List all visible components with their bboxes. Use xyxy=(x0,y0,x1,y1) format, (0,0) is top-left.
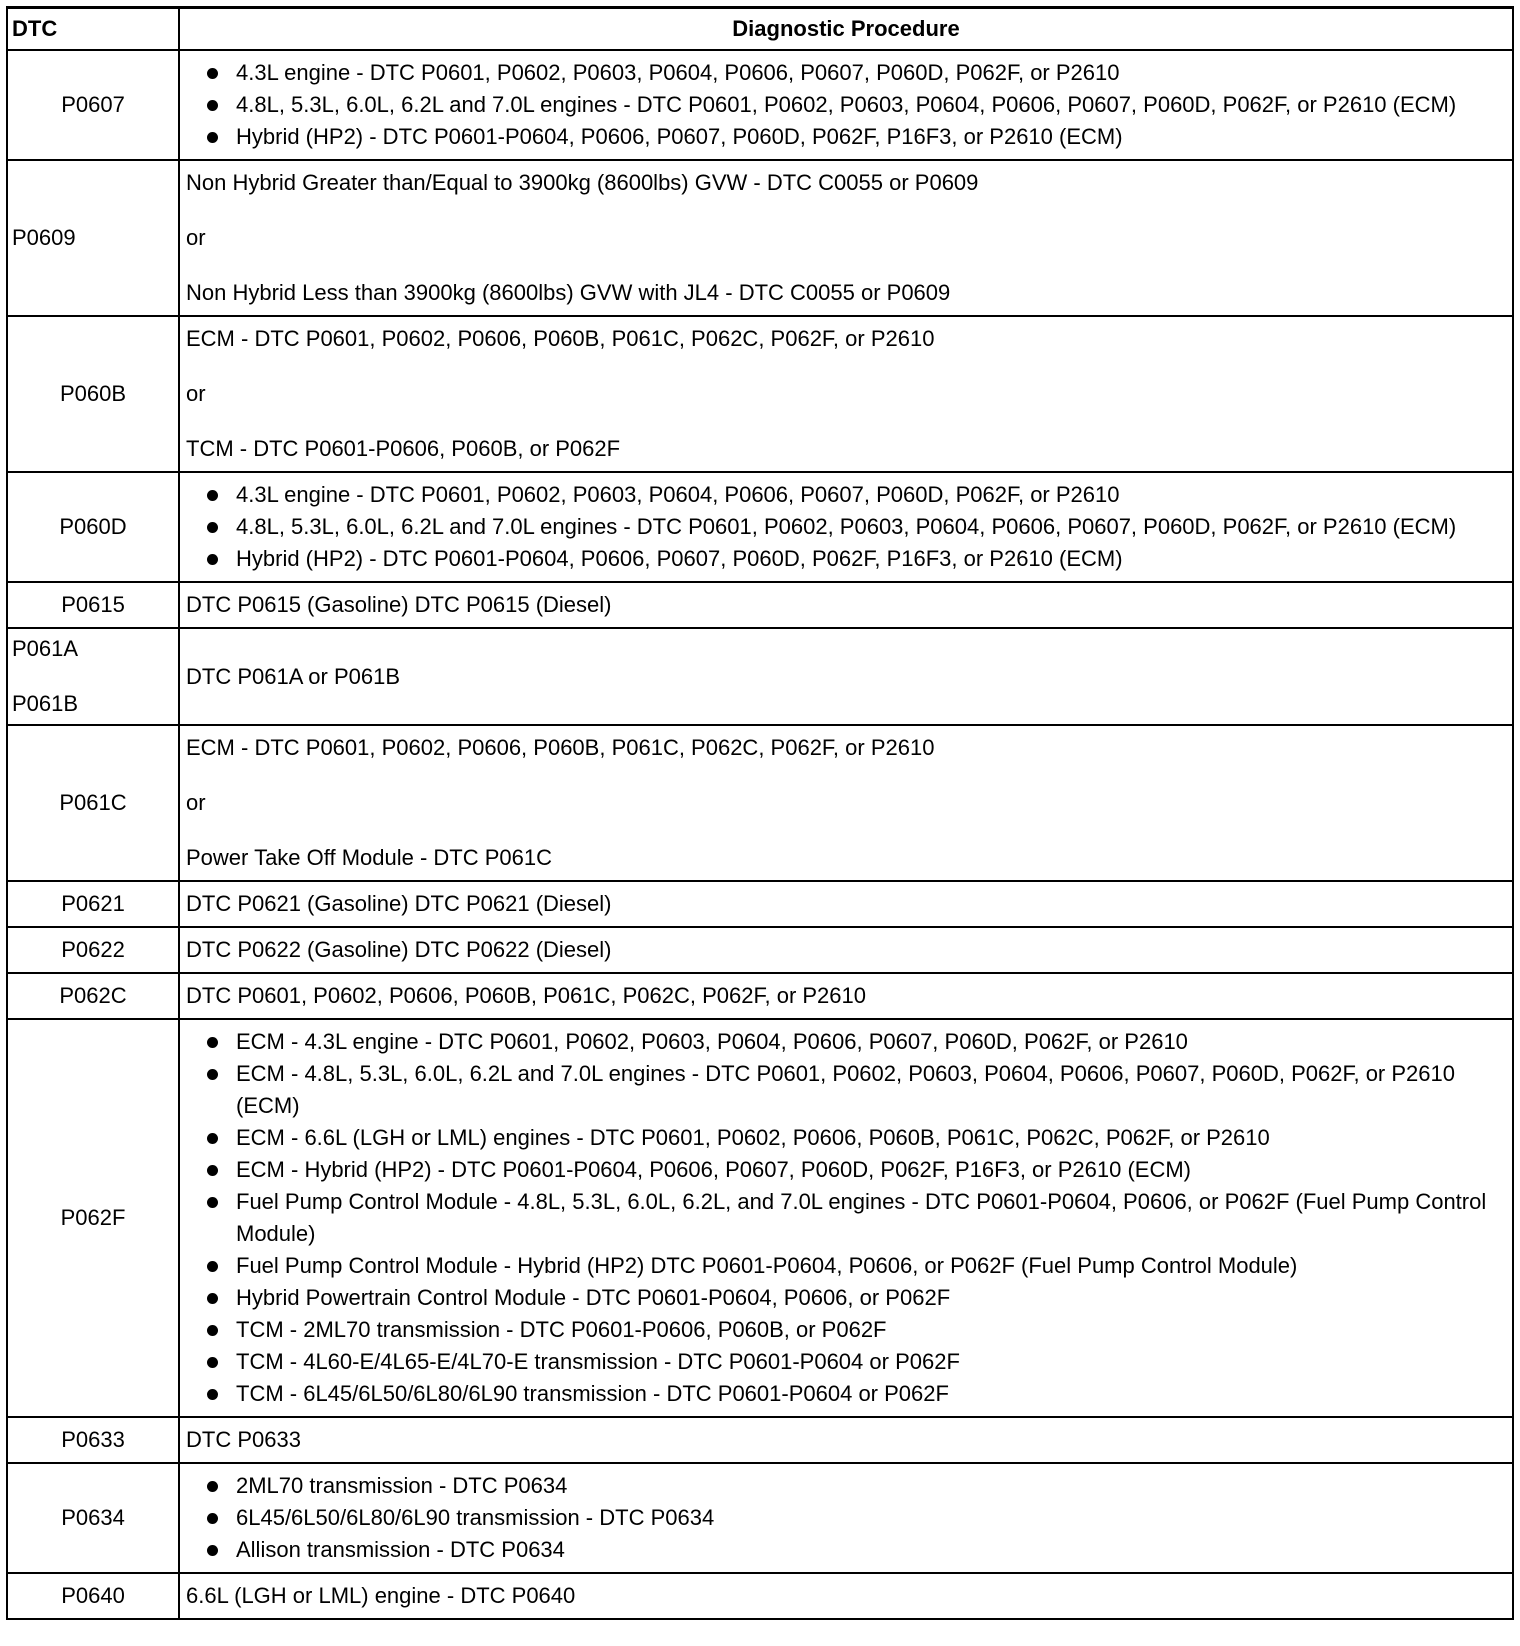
diagnostic-procedure-cell: DTC P0615 (Gasoline) DTC P0615 (Diesel) xyxy=(179,582,1513,628)
procedure-list-item: 6L45/6L50/6L80/6L90 transmission - DTC P0634 xyxy=(204,1502,1506,1534)
dtc-table xyxy=(6,6,1514,1620)
procedure-line: or xyxy=(186,381,206,406)
procedure-list-item: Allison transmission - DTC P0634 xyxy=(204,1534,1506,1566)
diagnostic-procedure-cell xyxy=(179,472,1513,582)
procedure-bullet-list xyxy=(204,57,1506,153)
procedure-list-item: ECM - 4.3L engine - DTC P0601, P0602, P0603, P0604, P0606, P0607, P060D, P062F, or P2610 xyxy=(204,1026,1506,1058)
table-row xyxy=(7,973,1513,1019)
procedure-line: TCM - DTC P0601-P0606, P060B, or P062F xyxy=(186,436,621,461)
table-row xyxy=(7,725,1513,881)
dtc-table-body xyxy=(7,50,1513,1619)
diagnostic-procedure-cell: DTC P0633 xyxy=(179,1417,1513,1463)
table-row xyxy=(7,927,1513,973)
table-row xyxy=(7,1417,1513,1463)
table-row xyxy=(7,628,1513,725)
table-row xyxy=(7,472,1513,582)
diagnostic-procedure-cell xyxy=(179,725,1513,881)
procedure-line: Non Hybrid Greater than/Equal to 3900kg (8600lbs) GVW - DTC C0055 or P0609 xyxy=(186,170,979,195)
dtc-code-cell: P061C xyxy=(7,725,179,881)
diagnostic-procedure-cell xyxy=(179,1463,1513,1573)
dtc-code-cell: P0634 xyxy=(7,1463,179,1573)
diagnostic-procedure-cell xyxy=(179,1019,1513,1417)
dtc-code-cell: P060D xyxy=(7,472,179,582)
diagnostic-procedure-cell xyxy=(179,160,1513,316)
dtc-code-cell: P062C xyxy=(7,973,179,1019)
procedure-list-item: TCM - 4L60-E/4L65-E/4L70-E transmission - DTC P0601-P0604 or P062F xyxy=(204,1346,1506,1378)
diagnostic-procedure-cell: DTC P061A or P061B xyxy=(179,628,1513,725)
procedure-list-item: TCM - 6L45/6L50/6L80/6L90 transmission - DTC P0601-P0604 or P062F xyxy=(204,1378,1506,1410)
procedure-list-item: Fuel Pump Control Module - Hybrid (HP2) DTC P0601-P0604, P0606, or P062F (Fuel Pump Control Module) xyxy=(204,1250,1506,1282)
dtc-code-cell: P0621 xyxy=(7,881,179,927)
table-row xyxy=(7,50,1513,160)
table-row xyxy=(7,1463,1513,1573)
header-diagnostic-procedure: Diagnostic Procedure xyxy=(179,8,1513,51)
procedure-list-item: 2ML70 transmission - DTC P0634 xyxy=(204,1470,1506,1502)
dtc-code: P061B xyxy=(12,691,79,716)
dtc-code-cell: P0615 xyxy=(7,582,179,628)
dtc-code-cell: P060B xyxy=(7,316,179,472)
procedure-bullet-list xyxy=(204,479,1506,575)
procedure-line: ECM - DTC P0601, P0602, P0606, P060B, P061C, P062C, P062F, or P2610 xyxy=(186,326,935,351)
procedure-line: or xyxy=(186,225,206,250)
procedure-line: ECM - DTC P0601, P0602, P0606, P060B, P061C, P062C, P062F, or P2610 xyxy=(186,735,935,760)
procedure-line: Non Hybrid Less than 3900kg (8600lbs) GVW with JL4 - DTC C0055 or P0609 xyxy=(186,280,951,305)
table-header-row xyxy=(7,8,1513,51)
diagnostic-procedure-cell: DTC P0621 (Gasoline) DTC P0621 (Diesel) xyxy=(179,881,1513,927)
procedure-list-item: Hybrid (HP2) - DTC P0601-P0604, P0606, P0607, P060D, P062F, P16F3, or P2610 (ECM) xyxy=(204,121,1506,153)
table-row xyxy=(7,881,1513,927)
procedure-list-item: TCM - 2ML70 transmission - DTC P0601-P0606, P060B, or P062F xyxy=(204,1314,1506,1346)
dtc-table-container xyxy=(6,6,1514,1620)
procedure-line: or xyxy=(186,790,206,815)
diagnostic-procedure-cell xyxy=(179,50,1513,160)
table-row xyxy=(7,1019,1513,1417)
header-dtc: DTC xyxy=(7,8,179,51)
procedure-list-item: 4.3L engine - DTC P0601, P0602, P0603, P0604, P0606, P0607, P060D, P062F, or P2610 xyxy=(204,57,1506,89)
procedure-list-item: Fuel Pump Control Module - 4.8L, 5.3L, 6.0L, 6.2L, and 7.0L engines - DTC P0601-P0604, P0606, or P062F (Fuel Pump Control Module) xyxy=(204,1186,1506,1250)
procedure-list-item: ECM - 6.6L (LGH or LML) engines - DTC P0601, P0602, P0606, P060B, P061C, P062C, P062F, or P2610 xyxy=(204,1122,1506,1154)
procedure-list-item: 4.8L, 5.3L, 6.0L, 6.2L and 7.0L engines - DTC P0601, P0602, P0603, P0604, P0606, P0607, P060D, P062F, or P2610 (ECM) xyxy=(204,511,1506,543)
dtc-code-cell: P0633 xyxy=(7,1417,179,1463)
diagnostic-procedure-cell xyxy=(179,316,1513,472)
diagnostic-procedure-cell: DTC P0622 (Gasoline) DTC P0622 (Diesel) xyxy=(179,927,1513,973)
procedure-list-item: 4.3L engine - DTC P0601, P0602, P0603, P0604, P0606, P0607, P060D, P062F, or P2610 xyxy=(204,479,1506,511)
table-row xyxy=(7,316,1513,472)
dtc-code-cell xyxy=(7,628,179,725)
table-row xyxy=(7,160,1513,316)
dtc-code: P061A xyxy=(12,636,79,661)
procedure-list-item: Hybrid Powertrain Control Module - DTC P0601-P0604, P0606, or P062F xyxy=(204,1282,1506,1314)
procedure-list-item: ECM - Hybrid (HP2) - DTC P0601-P0604, P0606, P0607, P060D, P062F, P16F3, or P2610 (ECM) xyxy=(204,1154,1506,1186)
procedure-bullet-list xyxy=(204,1470,1506,1566)
dtc-code-cell: P0609 xyxy=(7,160,179,316)
procedure-line: Power Take Off Module - DTC P061C xyxy=(186,845,553,870)
table-row xyxy=(7,582,1513,628)
procedure-list-item: ECM - 4.8L, 5.3L, 6.0L, 6.2L and 7.0L engines - DTC P0601, P0602, P0603, P0604, P0606, P0607, P060D, P062F, or P2610 (ECM) xyxy=(204,1058,1506,1122)
dtc-code-cell: P062F xyxy=(7,1019,179,1417)
dtc-code-cell: P0640 xyxy=(7,1573,179,1619)
dtc-code-cell: P0622 xyxy=(7,927,179,973)
procedure-list-item: 4.8L, 5.3L, 6.0L, 6.2L and 7.0L engines - DTC P0601, P0602, P0603, P0604, P0606, P0607, P060D, P062F, or P2610 (ECM) xyxy=(204,89,1506,121)
diagnostic-procedure-cell: DTC P0601, P0602, P0606, P060B, P061C, P062C, P062F, or P2610 xyxy=(179,973,1513,1019)
procedure-list-item: Hybrid (HP2) - DTC P0601-P0604, P0606, P0607, P060D, P062F, P16F3, or P2610 (ECM) xyxy=(204,543,1506,575)
diagnostic-procedure-cell: 6.6L (LGH or LML) engine - DTC P0640 xyxy=(179,1573,1513,1619)
table-row xyxy=(7,1573,1513,1619)
procedure-bullet-list xyxy=(204,1026,1506,1410)
dtc-code-cell: P0607 xyxy=(7,50,179,160)
